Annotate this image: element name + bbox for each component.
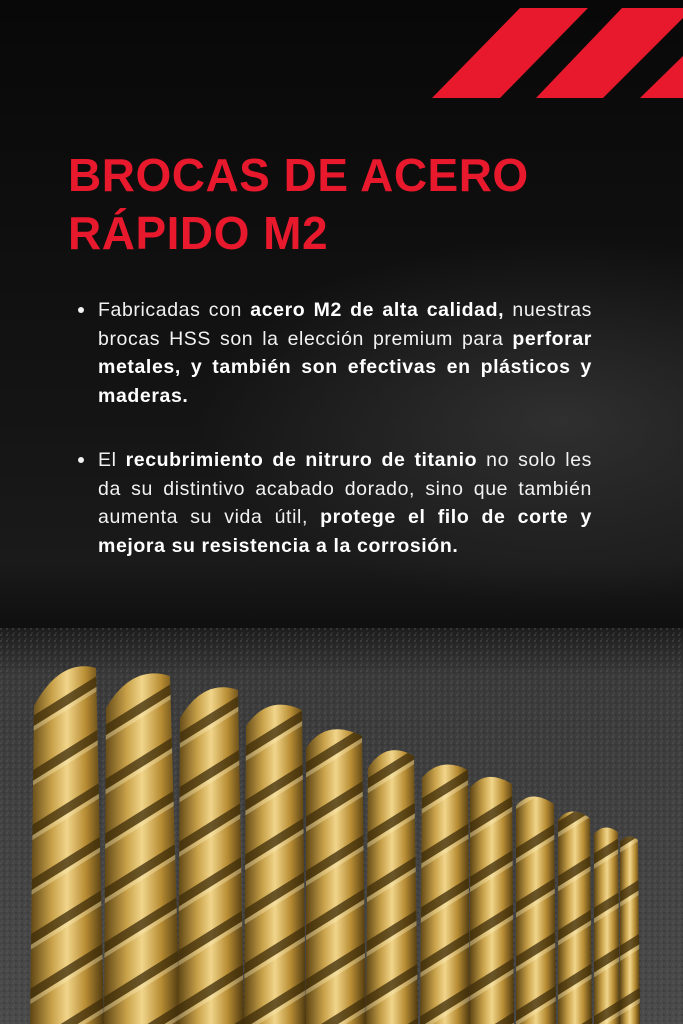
feature-text-bold: recubrimiento de nitruro de titanio xyxy=(125,449,478,471)
title-line-2: RÁPIDO M2 xyxy=(68,207,329,259)
feature-text-normal: nuestras brocas HSS son la elección premium para xyxy=(98,299,593,350)
feature-text-normal: Fabricadas con xyxy=(98,299,251,321)
feature-text-normal: no solo les da su distintivo acabado dorado, sino que también aumenta su vida útil, xyxy=(98,449,593,528)
feature-text-bold: perforar metales, y también son efectivas en plásticos y maderas. xyxy=(98,327,592,407)
feature-text-bold: protege el filo de corte y mejora su resistencia a la corrosión. xyxy=(98,506,592,557)
feature-item xyxy=(78,296,592,410)
bullet-icon xyxy=(78,457,84,463)
red-stripes-decoration xyxy=(0,0,683,110)
drill-bits-photo xyxy=(0,628,683,1024)
feature-text-bold: acero M2 de alta calidad, xyxy=(250,299,505,321)
feature-list xyxy=(78,296,592,560)
page-title xyxy=(68,146,628,262)
title-line-1: BROCAS DE ACERO xyxy=(68,149,529,201)
feature-text-normal: El xyxy=(98,449,126,471)
bullet-icon xyxy=(78,307,84,313)
feature-item xyxy=(78,446,592,560)
